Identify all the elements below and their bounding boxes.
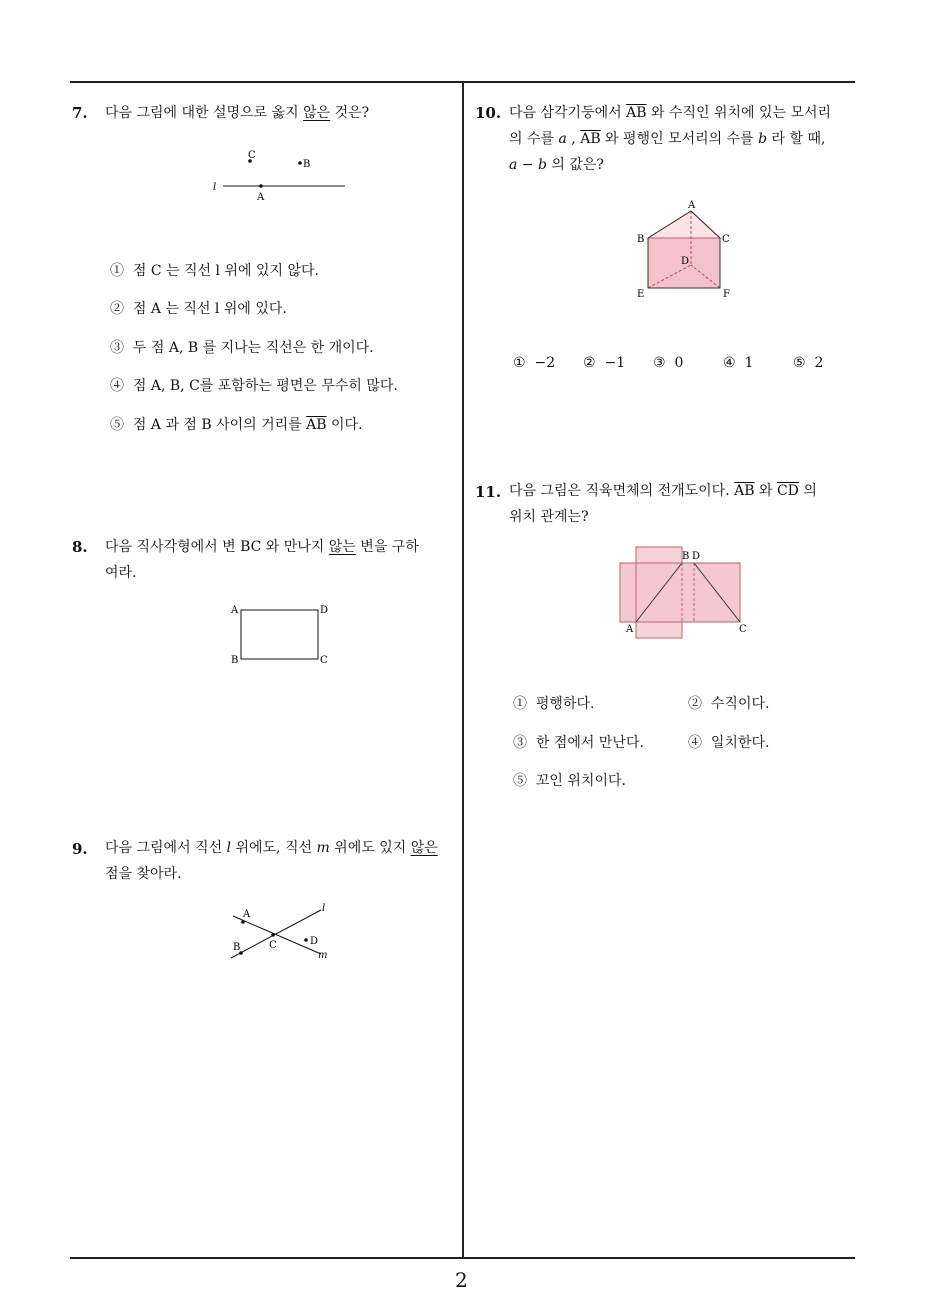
choice-3[interactable]: ③ 한 점에서 만난다. xyxy=(513,735,644,751)
question-number: 9. xyxy=(72,840,88,858)
point-label-a: A xyxy=(243,909,251,920)
choice-4[interactable]: ④ 1 xyxy=(723,355,754,371)
text-part: 것은? xyxy=(330,105,370,121)
q8-figure xyxy=(228,600,338,670)
vertex-label-f: F xyxy=(723,289,730,300)
point-label-b: B xyxy=(682,551,690,562)
vertex-label-e: E xyxy=(637,289,645,300)
vertex-label-a: A xyxy=(231,605,239,616)
question-number: 10. xyxy=(475,104,502,122)
point-label-a: A xyxy=(257,192,265,203)
point-label-c: C xyxy=(269,940,277,951)
choice-2[interactable]: ② 점 A 는 직선 l 위에 있다. xyxy=(110,301,287,317)
question-text: 다음 그림에서 직선 l 위에도, 직선 m 위에도 있지 않은 점을 찾아라. xyxy=(105,840,438,882)
vertex-label-b: B xyxy=(231,655,239,666)
choice-1[interactable]: ① 평행하다. xyxy=(513,696,595,712)
page-number: 2 xyxy=(455,1268,468,1292)
vertex-label-d: D xyxy=(681,256,690,267)
choice-4[interactable]: ④ 점 A, B, C를 포함하는 평면은 무수히 많다. xyxy=(110,378,398,394)
choice-2[interactable]: ② −1 xyxy=(583,355,626,371)
question-text: 다음 직사각형에서 변 BC 와 만나지 않는 변을 구하 여라. xyxy=(105,539,419,581)
point-label-c: C xyxy=(248,150,256,161)
choice-1[interactable]: ① −2 xyxy=(513,355,556,371)
point-label-b: B xyxy=(233,942,241,953)
point-label-a: A xyxy=(626,624,634,635)
underlined-word: 않은 xyxy=(303,105,331,121)
choice-5[interactable]: ⑤ 점 A 과 점 B 사이의 거리를 $\overline{AB}$ 이다. xyxy=(110,417,363,433)
bottom-rule xyxy=(70,1257,855,1259)
choice-2[interactable]: ② 수직이다. xyxy=(688,696,770,712)
line-label-m: m xyxy=(318,950,328,961)
q10-figure xyxy=(630,195,740,305)
choice-4[interactable]: ④ 일치한다. xyxy=(688,735,770,751)
vertex-label-c: C xyxy=(722,234,730,245)
point-label-c: C xyxy=(739,624,747,635)
point-label-b: B xyxy=(303,159,311,170)
vertex-label-a: A xyxy=(688,200,696,211)
point-label-d: D xyxy=(692,551,701,562)
question-number: 7. xyxy=(72,104,88,122)
choice-5[interactable]: ⑤ 2 xyxy=(793,355,824,371)
question-number: 8. xyxy=(72,538,88,556)
line-label-l: l xyxy=(322,903,326,914)
column-divider xyxy=(462,82,464,1258)
choice-1[interactable]: ① 점 C 는 직선 l 위에 있지 않다. xyxy=(110,263,319,279)
vertex-label-b: B xyxy=(637,234,645,245)
text-part: 다음 그림에 대한 설명으로 옳지 xyxy=(105,105,304,121)
vertex-label-c: C xyxy=(320,655,328,666)
vertex-label-d: D xyxy=(320,605,329,616)
point-label-d: D xyxy=(310,936,319,947)
question-number: 11. xyxy=(475,483,502,501)
choice-3[interactable]: ③ 두 점 A, B 를 지나는 직선은 한 개이다. xyxy=(110,340,374,356)
question-text xyxy=(105,100,369,126)
choice-3[interactable]: ③ 0 xyxy=(653,355,684,371)
line-label-l: l xyxy=(213,182,217,193)
q7-figure xyxy=(205,145,355,207)
question-text: 다음 삼각기둥에서 $\overline{AB}$ 와 수직인 위치에 있는 모서리 의 수를 a , $\overline{AB}$ 와 평행인 모서리의 수를 b 라 할 때, a − b 의 값은? xyxy=(509,105,832,173)
q9-figure xyxy=(225,898,345,968)
q11-figure xyxy=(612,540,762,640)
question-text: 다음 그림은 직육면체의 전개도이다. $\overline{AB}$ 와 $\overline{CD}$ 의 위치 관계는? xyxy=(509,483,817,525)
choice-5[interactable]: ⑤ 꼬인 위치이다. xyxy=(513,773,626,789)
